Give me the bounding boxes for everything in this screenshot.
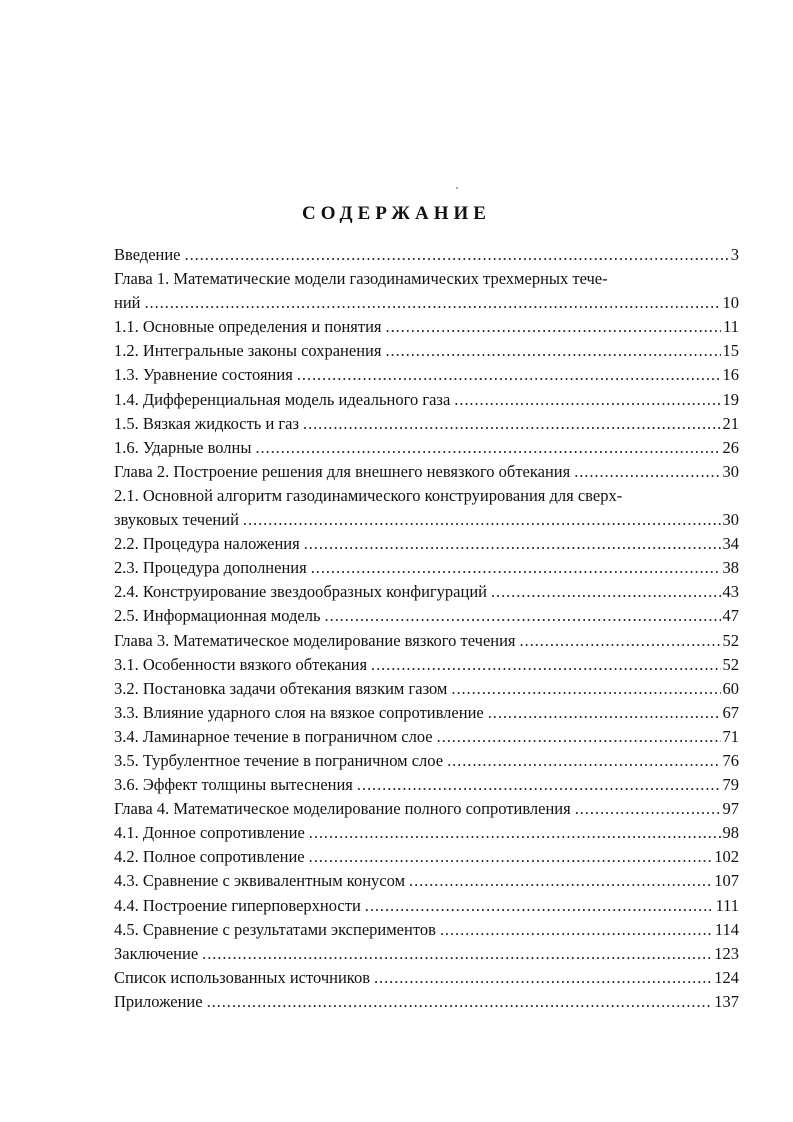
toc-entry <box>114 677 739 701</box>
toc-entry-title: 1.2. Интегральные законы сохранения <box>114 341 382 361</box>
toc-dot-leader <box>207 990 713 1014</box>
toc-page-number: 124 <box>714 967 739 987</box>
scan-speck <box>456 187 458 189</box>
toc-entry <box>114 869 739 893</box>
toc-entry-title: 4.5. Сравнение с результатами экспериментов <box>114 919 436 939</box>
toc-page-number: 21 <box>722 413 739 433</box>
toc-dot-leader <box>386 315 722 339</box>
toc-entry-title: Список использованных источников <box>114 967 370 987</box>
toc-entry <box>114 821 739 845</box>
toc-dot-leader <box>303 412 720 436</box>
toc-entry <box>114 388 739 412</box>
toc-dot-leader <box>451 677 720 701</box>
toc-entry <box>114 412 739 436</box>
toc-entry <box>114 243 739 267</box>
toc-page-number: 30 <box>722 510 739 530</box>
toc-dot-leader <box>309 821 721 845</box>
toc-entry <box>114 556 739 580</box>
toc-entry <box>114 291 739 315</box>
toc-page-number: 47 <box>722 606 739 626</box>
toc-page-number: 114 <box>714 919 739 939</box>
toc-dot-leader <box>437 725 721 749</box>
toc-entry <box>114 845 739 869</box>
toc-entry-title: Глава 4. Математическое моделирование полного сопротивления <box>114 799 571 819</box>
toc-page-number: 19 <box>722 389 739 409</box>
toc-dot-leader <box>409 869 712 893</box>
toc-page-number: 52 <box>722 654 739 674</box>
toc-entry <box>114 966 739 990</box>
toc-page-number: 67 <box>722 702 739 722</box>
toc-entry-title: 3.3. Влияние ударного слоя на вязкое сопротивление <box>114 702 484 722</box>
toc-entry <box>114 749 739 773</box>
toc-entry <box>114 604 739 628</box>
toc-dot-leader <box>371 653 720 677</box>
toc-entry <box>114 653 739 677</box>
toc-dot-leader <box>520 629 721 653</box>
toc-entry-title: 3.4. Ламинарное течение в пограничном слое <box>114 726 433 746</box>
toc-dot-leader <box>185 243 729 267</box>
toc-entry <box>114 436 739 460</box>
toc-entry-title: 2.3. Процедура дополнения <box>114 558 307 578</box>
toc-entry-title: Глава 3. Математическое моделирование вязкого течения <box>114 630 516 650</box>
toc-entry-title: 3.1. Особенности вязкого обтекания <box>114 654 368 674</box>
toc-dot-leader <box>145 291 721 315</box>
page-title: СОДЕРЖАНИЕ <box>302 203 491 224</box>
toc-dot-leader <box>447 749 720 773</box>
toc-entry <box>114 942 739 966</box>
toc-dot-leader <box>297 363 721 387</box>
toc-entry <box>114 532 739 556</box>
toc-dot-leader <box>575 797 721 821</box>
toc-entry-title: Приложение <box>114 991 203 1011</box>
toc-entry-title: 1.5. Вязкая жидкость и газ <box>114 413 300 433</box>
toc-dot-leader <box>243 508 721 532</box>
toc-entry-title: Глава 1. Математические модели газодинамических трехмерных тече- <box>114 269 608 289</box>
toc-entry-title: 2.1. Основной алгоритм газодинамического конструирования для сверх- <box>114 485 623 505</box>
toc-page-number: 26 <box>722 437 739 457</box>
toc-entry-title: 4.2. Полное сопротивление <box>114 847 305 867</box>
toc-page-number: 38 <box>722 558 739 578</box>
toc-entry-title: 3.2. Постановка задачи обтекания вязким газом <box>114 678 448 698</box>
toc-entry-title: 4.4. Построение гиперповерхности <box>114 895 361 915</box>
toc-entry <box>114 460 739 484</box>
toc-page-number: 60 <box>722 678 739 698</box>
toc-page-number: 137 <box>714 991 739 1011</box>
toc-entry <box>114 990 739 1014</box>
toc-page-number: 43 <box>722 582 739 602</box>
toc-page-number: 34 <box>722 534 739 554</box>
toc-entry-title: 2.2. Процедура наложения <box>114 534 300 554</box>
toc-page-number: 97 <box>722 799 739 819</box>
toc-entry <box>114 725 739 749</box>
toc-entry-title: 1.1. Основные определения и понятия <box>114 317 382 337</box>
toc-entry <box>114 267 739 291</box>
toc-dot-leader <box>304 532 721 556</box>
toc-dot-leader <box>255 436 720 460</box>
toc-entry-title: ний <box>114 293 141 313</box>
toc-dot-leader <box>374 966 712 990</box>
toc-entry-title: 1.4. Дифференциальная модель идеального газа <box>114 389 451 409</box>
toc-entry <box>114 797 739 821</box>
toc-page-number: 107 <box>714 871 739 891</box>
toc-entry-title: Глава 2. Построение решения для внешнего невязкого обтекания <box>114 461 571 481</box>
toc-entry-title: 3.5. Турбулентное течение в пограничном слое <box>114 750 444 770</box>
toc-dot-leader <box>440 918 713 942</box>
toc-dot-leader <box>309 845 713 869</box>
toc-entry-title: 1.6. Ударные волны <box>114 437 252 457</box>
toc-entry <box>114 773 739 797</box>
toc-page-number: 10 <box>722 293 739 313</box>
toc-entry <box>114 629 739 653</box>
toc-page-number: 3 <box>730 245 739 264</box>
toc-entry <box>114 894 739 918</box>
toc-dot-leader <box>202 942 712 966</box>
toc-page-number: 52 <box>722 630 739 650</box>
toc-entry <box>114 484 739 508</box>
toc-dot-leader <box>365 894 714 918</box>
toc-entry <box>114 315 739 339</box>
toc-entry-title: 4.1. Донное сопротивление <box>114 823 305 843</box>
toc-entry-title: 1.3. Уравнение состояния <box>114 365 293 385</box>
toc-entry-title: Заключение <box>114 943 199 963</box>
toc-entry-title: 3.6. Эффект толщины вытеснения <box>114 775 353 795</box>
toc-dot-leader <box>385 339 720 363</box>
toc-entry <box>114 508 739 532</box>
toc-entry <box>114 339 739 363</box>
toc-dot-leader <box>454 388 720 412</box>
toc-entry <box>114 701 739 725</box>
toc-page-number: 30 <box>722 461 739 481</box>
toc-page-number: 11 <box>723 317 739 337</box>
toc-page-number: 76 <box>722 750 739 770</box>
toc-entry-title: звуковых течений <box>114 510 239 530</box>
toc-page-number: 79 <box>722 775 739 795</box>
toc-entry <box>114 580 739 604</box>
table-of-contents <box>114 243 739 1014</box>
toc-dot-leader <box>488 701 721 725</box>
toc-entry-title: 4.3. Сравнение с эквивалентным конусом <box>114 871 406 891</box>
toc-page-number: 111 <box>715 895 739 915</box>
toc-entry <box>114 918 739 942</box>
toc-page-number: 16 <box>722 365 739 385</box>
toc-entry-title: 2.5. Информационная модель <box>114 606 321 626</box>
toc-dot-leader <box>491 580 721 604</box>
toc-page-number: 71 <box>722 726 739 746</box>
toc-page-number: 15 <box>722 341 739 361</box>
toc-dot-leader <box>311 556 721 580</box>
toc-dot-leader <box>325 604 721 628</box>
toc-page-number: 102 <box>714 847 739 867</box>
toc-page-number: 98 <box>722 823 739 843</box>
toc-entry <box>114 363 739 387</box>
toc-dot-leader <box>574 460 720 484</box>
toc-entry-title: Введение <box>114 245 181 264</box>
toc-page-number: 123 <box>714 943 739 963</box>
toc-dot-leader <box>357 773 721 797</box>
toc-entry-title: 2.4. Конструирование звездообразных конфигураций <box>114 582 487 602</box>
